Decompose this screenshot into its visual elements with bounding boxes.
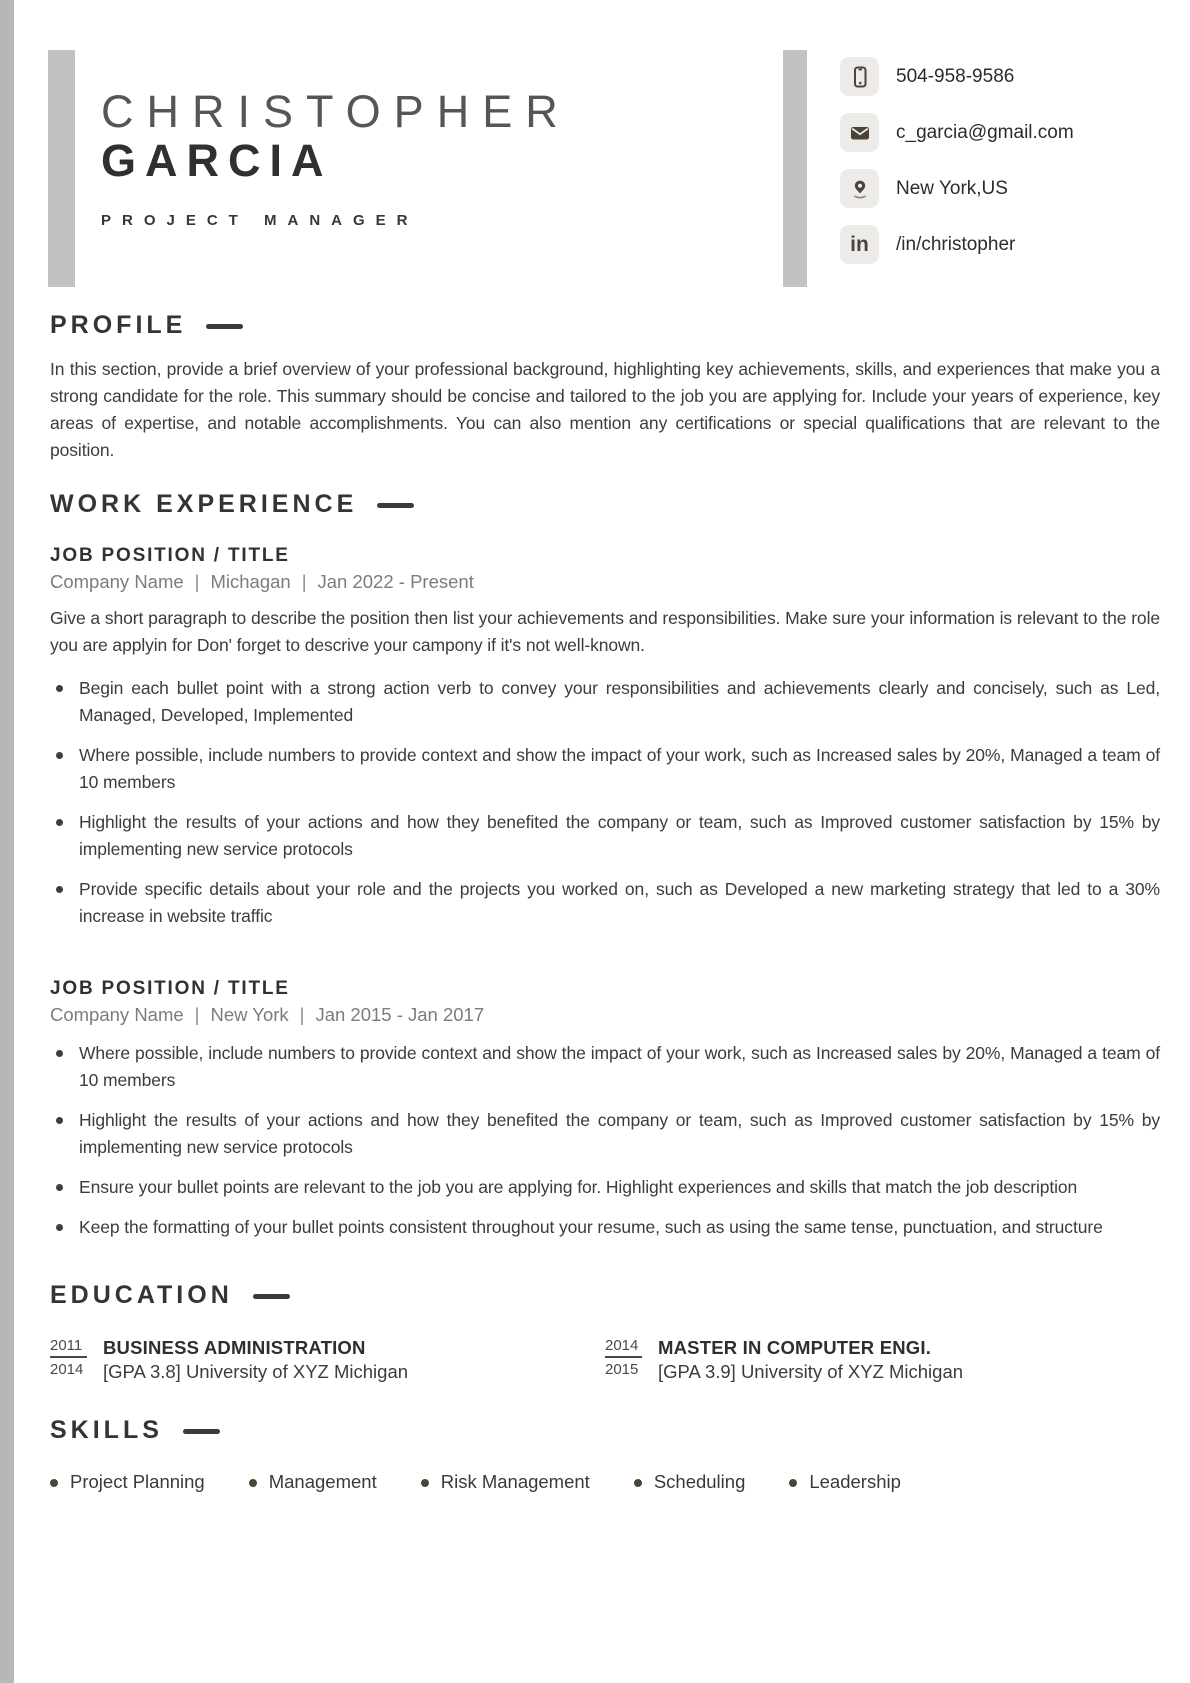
profile-section (50, 311, 1160, 464)
skills-section (50, 1416, 1160, 1493)
bullet-dot (56, 1224, 63, 1231)
bullet-item: Ensure your bullet points are relevant to the job you are applying for. Highlight experiences and skills that match the job description (50, 1174, 1160, 1201)
education-entry-1 (50, 1336, 605, 1384)
profile-heading (50, 311, 1160, 340)
bullet-item: Begin each bullet point with a strong action verb to convey your responsibilities and achievements clearly and concisely, such as Led, Managed, Developed, Implemented (50, 675, 1160, 729)
bullet-item: Highlight the results of your actions and how they benefited the company or team, such as Improved customer satisfaction by 15% by implementing new service protocols (50, 1107, 1160, 1161)
separator: | (194, 1004, 200, 1025)
education-section (50, 1281, 1160, 1384)
job-1-title: JOB POSITION / TITLE (50, 545, 290, 566)
job-2-location: New York (210, 1004, 289, 1025)
job-1-bullets (50, 675, 1160, 930)
skill-item: Risk Management (421, 1471, 590, 1493)
contact-row-phone (840, 57, 1074, 96)
phone-value: 504-958-9586 (896, 65, 1015, 87)
job-2-bullets (50, 1040, 1160, 1241)
education-1-degree: BUSINESS ADMINISTRATION (103, 1337, 366, 1358)
contact-row-location (840, 169, 1074, 208)
bullet-dot (56, 685, 63, 692)
location-icon (840, 169, 879, 208)
education-1-details: [GPA 3.8] University of XYZ Michigan (103, 1361, 409, 1382)
location-value: New York,US (896, 177, 1008, 199)
education-2-degree: MASTER IN COMPUTER ENGI. (658, 1337, 932, 1358)
job-1-location: Michagan (210, 571, 291, 592)
bullet-item: Provide specific details about your role and the projects you worked on, such as Developed a new marketing strategy that led to a 30% increase in website traffic (50, 876, 1160, 930)
phone-icon (840, 57, 879, 96)
job-2-dates: Jan 2015 - Jan 2017 (315, 1004, 485, 1025)
job-entry-1 (50, 545, 1160, 930)
bullet-dot (56, 886, 63, 893)
skills-list (50, 1471, 1160, 1493)
name-accent-bar (48, 50, 75, 287)
job-title: PROJECT MANAGER (101, 212, 419, 229)
skill-bullet-dot (789, 1479, 797, 1487)
name-block (101, 88, 571, 229)
education-entry-2 (605, 1336, 1160, 1384)
skill-item: Leadership (789, 1471, 901, 1493)
email-icon (840, 113, 879, 152)
bullet-item: Where possible, include numbers to provide context and show the impact of your work, such as Increased sales by 20%, Managed a team of 10 members (50, 1040, 1160, 1094)
job-2-company: Company Name (50, 1004, 184, 1025)
education-2-details: [GPA 3.9] University of XYZ Michigan (658, 1361, 964, 1382)
job-1-company: Company Name (50, 571, 184, 592)
resume-header (0, 0, 1190, 287)
job-1-dates: Jan 2022 - Present (317, 571, 474, 592)
bullet-dot (56, 1050, 63, 1057)
profile-text: In this section, provide a brief overview of your professional background, highlighting key achievements, skills, and experiences that make you a strong candidate for the role. This summary should be concise and tailored to the job you are applying for. Include your years of experience, key areas of expertise, and notable accomplishments. You can also mention any certifications or special qualifications that are relevant to the position. (50, 359, 1160, 460)
bullet-dot (56, 819, 63, 826)
education-1-info (103, 1336, 408, 1384)
skill-bullet-dot (634, 1479, 642, 1487)
separator: | (299, 1004, 305, 1025)
education-2-info (658, 1336, 963, 1384)
bullet-item: Where possible, include numbers to provide context and show the impact of your work, such as Increased sales by 20%, Managed a team of 10 members (50, 742, 1160, 796)
job-1-meta (50, 571, 1160, 593)
job-entry-2 (50, 978, 1160, 1241)
bullet-dot (56, 1117, 63, 1124)
heading-dash (253, 1294, 290, 1299)
heading-dash (377, 503, 414, 508)
contact-list (840, 57, 1074, 281)
contact-accent-bar (783, 50, 807, 287)
skill-bullet-dot (50, 1479, 58, 1487)
bullet-dot (56, 1184, 63, 1191)
linkedin-value: /in/christopher (896, 233, 1016, 255)
resume-content (0, 311, 1190, 1493)
last-name: GARCIA (101, 135, 333, 186)
work-experience-section (50, 490, 1160, 1241)
education-2-years: 2014 2015 (605, 1336, 642, 1378)
profile-heading-label: PROFILE (50, 311, 187, 339)
skill-bullet-dot (249, 1479, 257, 1487)
heading-dash (183, 1429, 220, 1434)
bullet-dot (56, 752, 63, 759)
work-experience-heading-label: WORK EXPERIENCE (50, 490, 358, 518)
education-heading-label: EDUCATION (50, 1281, 233, 1309)
skills-heading (50, 1416, 1160, 1445)
skill-item: Scheduling (634, 1471, 746, 1493)
email-value: c_garcia@gmail.com (896, 121, 1074, 143)
bullet-item: Highlight the results of your actions and how they benefited the company or team, such as Improved customer satisfaction by 15% by implementing new service protocols (50, 809, 1160, 863)
work-experience-heading (50, 490, 1160, 519)
education-heading (50, 1281, 1160, 1310)
job-2-meta (50, 1004, 1160, 1026)
education-entries (50, 1336, 1160, 1384)
separator: | (194, 571, 200, 592)
job-2-title: JOB POSITION / TITLE (50, 978, 290, 999)
first-name: CHRISTOPHER (101, 86, 571, 137)
bullet-item: Keep the formatting of your bullet points consistent throughout your resume, such as using the same tense, punctuation, and structure (50, 1214, 1160, 1241)
skill-item: Management (249, 1471, 377, 1493)
skill-bullet-dot (421, 1479, 429, 1487)
skills-heading-label: SKILLS (50, 1416, 163, 1444)
job-1-summary: Give a short paragraph to describe the position then list your achievements and responsibilities. Make sure your information is relevant to the role you are applyin for Don' forget to descrive your campony if it's not well-known. (50, 608, 1160, 655)
separator: | (301, 571, 307, 592)
contact-row-email (840, 113, 1074, 152)
education-1-years: 2011 2014 (50, 1336, 87, 1378)
heading-dash (206, 324, 243, 329)
linkedin-icon: in (840, 225, 879, 264)
skill-item: Project Planning (50, 1471, 205, 1493)
contact-row-linkedin (840, 225, 1074, 264)
